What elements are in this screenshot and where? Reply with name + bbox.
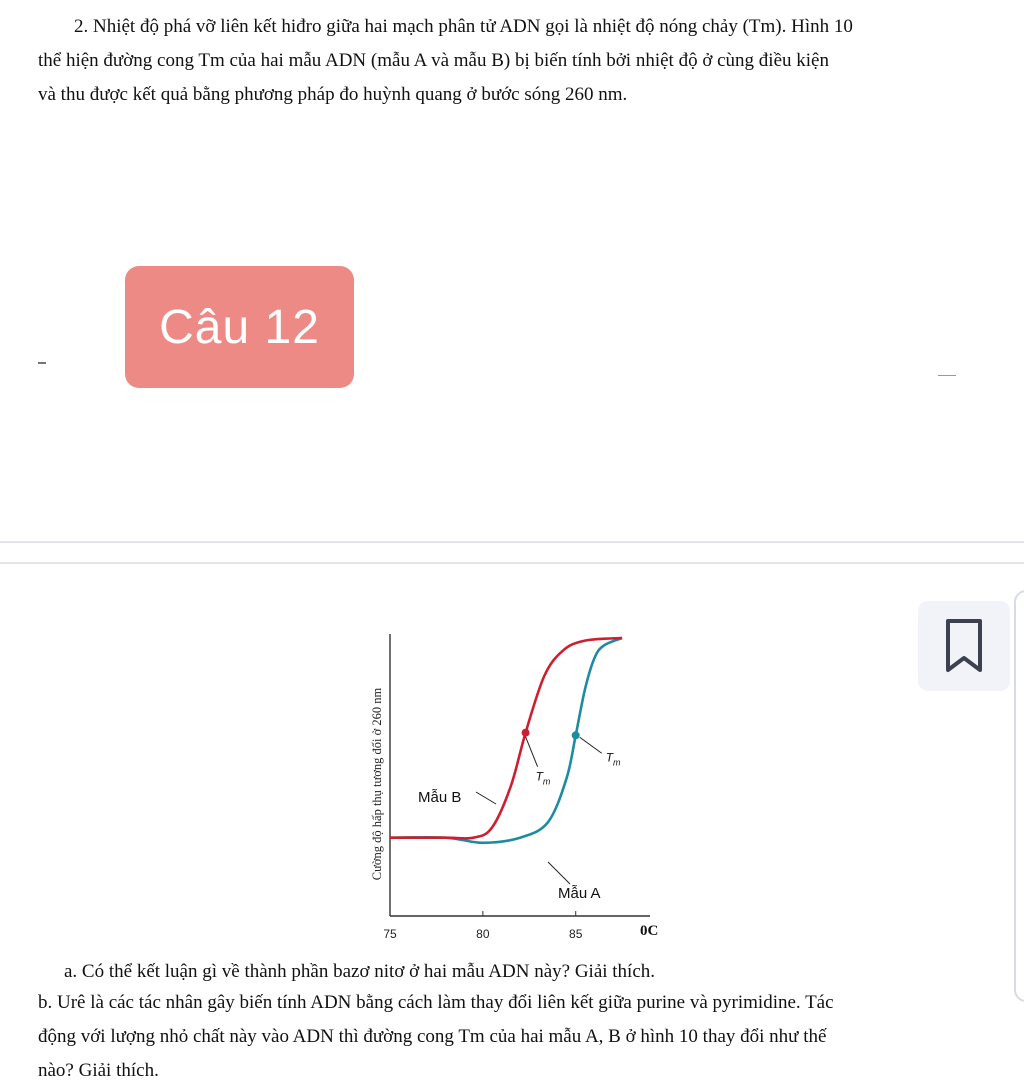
tm-point-sample-a <box>572 731 580 739</box>
sample-a-leader-line <box>548 862 570 884</box>
question-b-line-3: nào? Giải thích. <box>38 1060 159 1081</box>
question-a: a. Có thể kết luận gì về thành phần bazơ nitơ ở hai mẫu ADN này? Giải thích. <box>64 961 656 982</box>
question-2-line-3: và thu được kết quả bằng phương pháp đo huỳnh quang ở bước sóng 260 nm. <box>38 84 628 105</box>
question-b <box>38 986 988 1088</box>
x-tick-label: 75 <box>383 927 397 941</box>
section-divider <box>0 541 1024 543</box>
section-divider <box>0 562 1024 564</box>
series-label-sample-a: Mẫu A <box>558 885 601 902</box>
series-label-sample-b: Mẫu B <box>418 789 462 806</box>
question-badge: Câu 12 <box>125 266 354 388</box>
tm-curve-chart <box>360 626 690 946</box>
tm-label-sample-a: $T_m$ <box>605 750 621 768</box>
decorative-dash <box>938 375 956 376</box>
question-2-line-2: thể hiện đường cong Tm của hai mẫu ADN (mẫu A và mẫu B) bị biến tính bởi nhiệt độ ở cùng điều kiện <box>38 50 829 71</box>
cropped-previous-line <box>38 0 188 4</box>
decorative-dash <box>38 362 46 364</box>
bookmark-button[interactable] <box>918 601 1010 691</box>
series-line-sample-b <box>390 638 622 838</box>
question-2-text <box>38 10 988 112</box>
tm-leader-line-sample-a <box>580 737 602 753</box>
x-unit-label: 0C <box>640 923 659 939</box>
x-tick-label: 85 <box>569 927 583 941</box>
sample-b-leader-line <box>476 792 496 804</box>
question-b-line-1: b. Urê là các tác nhân gây biến tính ADN bằng cách làm thay đổi liên kết giữa purine và pyrimidine. Tác <box>38 992 834 1013</box>
question-2-line-1: 2. Nhiệt độ phá vỡ liên kết hiđro giữa hai mạch phân tử ADN gọi là nhiệt độ nóng chảy (Tm). Hình 10 <box>74 16 853 37</box>
bookmark-icon <box>944 618 984 674</box>
tm-leader-line-sample-b <box>526 737 538 767</box>
question-b-line-2: động với lượng nhỏ chất này vào ADN thì đường cong Tm của hai mẫu A, B ở hình 10 thay đổi như thế <box>38 1026 827 1047</box>
x-tick-label: 80 <box>476 927 490 941</box>
y-axis-label: Cường độ hấp thụ tương đối ở 260 nm <box>370 687 384 881</box>
series-line-sample-a <box>390 638 622 843</box>
tm-point-sample-b <box>522 729 530 737</box>
tm-label-sample-b: $T_m$ <box>535 769 551 787</box>
side-panel-edge <box>1014 590 1024 1002</box>
